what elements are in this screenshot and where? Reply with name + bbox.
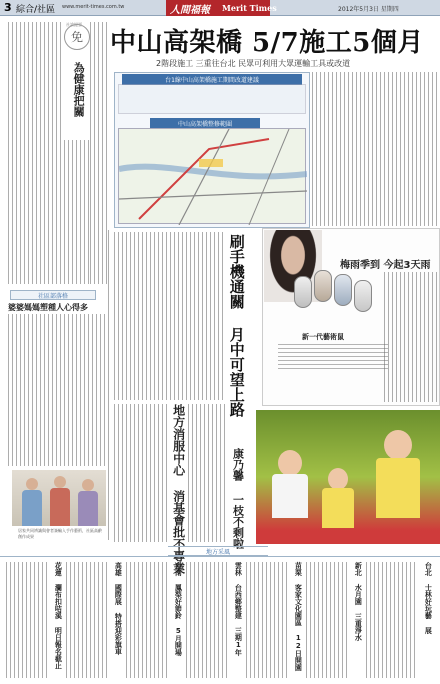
community-blog-label: 社區部落格 [10, 290, 96, 300]
local-body-6 [306, 562, 350, 678]
article-body-left-3 [64, 140, 90, 284]
issue-date: 2012年5月3日 星期四 [338, 6, 399, 13]
ad-description [278, 344, 388, 372]
left-article-mark: 免 [64, 24, 90, 50]
detour-map-title: 台1線中山高架橋施工期間改道建議 [122, 74, 302, 85]
local-body-3 [126, 562, 170, 678]
logo-chinese: 人間福報 [170, 5, 210, 16]
local-title-miaoli: 苗栗 客家文化園區 12日開園 [294, 562, 303, 671]
article-body-left-5 [108, 230, 112, 540]
article-title-phone-customs: 刷手機通關 月中可望上路 [227, 234, 246, 417]
article-body-mid-1 [114, 232, 224, 400]
article-body-mid-3 [188, 404, 228, 542]
local-title-yunlin: 雲林 台西鄉整建 三期1年 [234, 562, 243, 656]
local-body-4 [186, 562, 230, 678]
left-article-title: 為健康把關 [72, 62, 86, 117]
road-map [118, 128, 306, 224]
article-title-carnation: 康乃馨 一枝不剩啦 [231, 448, 245, 549]
section-name: 綜合/社區 [16, 5, 56, 15]
community-photo [12, 470, 106, 526]
article-body-right-1 [312, 72, 438, 226]
article-body-left-4 [8, 314, 108, 466]
local-body-1 [6, 562, 50, 678]
road-map-svg [119, 129, 307, 225]
community-blog-subhead: 婆婆媽媽塑種人心得多 [8, 303, 88, 312]
carnation-field-photo [256, 410, 440, 544]
logo-english: Merit Times [222, 3, 277, 13]
local-news-banner: 地方采風 [168, 546, 268, 556]
article-body-mid-2 [114, 404, 170, 542]
article-body-left-2 [90, 22, 110, 284]
community-photo-caption: 居家共同辨識與會者簽輸入手作藝術，社區高齡創作成果 [18, 528, 102, 539]
ad-caption: 新一代藝術鼠 [302, 333, 344, 341]
local-title-kaohsiung: 高雄 國際展 特搭迎彩旗車 [114, 562, 123, 655]
local-body-7 [366, 562, 416, 678]
map-inner-title: 中山高架橋整修範圍 [150, 118, 260, 129]
sub-headline: 2階段施工 三重往台北 民眾可利用大眾運輸工具或改道 [156, 59, 351, 68]
site-url: www.merit-times.com.tw [62, 4, 125, 10]
local-title-hualien: 花蓮 瀾布扣咭溪 明日報名截止 [54, 562, 63, 669]
detour-table [118, 84, 306, 114]
local-title-taipei: 台北 士林好玩藝 展 [424, 562, 433, 634]
local-body-5 [246, 562, 290, 678]
page-number: 3 [4, 1, 12, 14]
ad-mouse-product [292, 262, 376, 328]
article-title-consumer: 地方消服中心 消基會批不專業 [171, 404, 186, 574]
weather-headline: 梅雨季到 今起3天雨 [340, 260, 431, 271]
weather-body [384, 272, 438, 402]
local-title-tainan: 台南 鳳梨好節鈴 5月開場 [174, 562, 183, 656]
local-title-newtaipei: 新北 水月園 三重淨水 [354, 562, 363, 641]
left-kicker: 社論提要 [66, 22, 82, 27]
main-headline: 中山高架橋 5/7施工5個月 [110, 28, 424, 58]
local-body-2 [66, 562, 110, 678]
article-body-left-1 [8, 22, 62, 284]
